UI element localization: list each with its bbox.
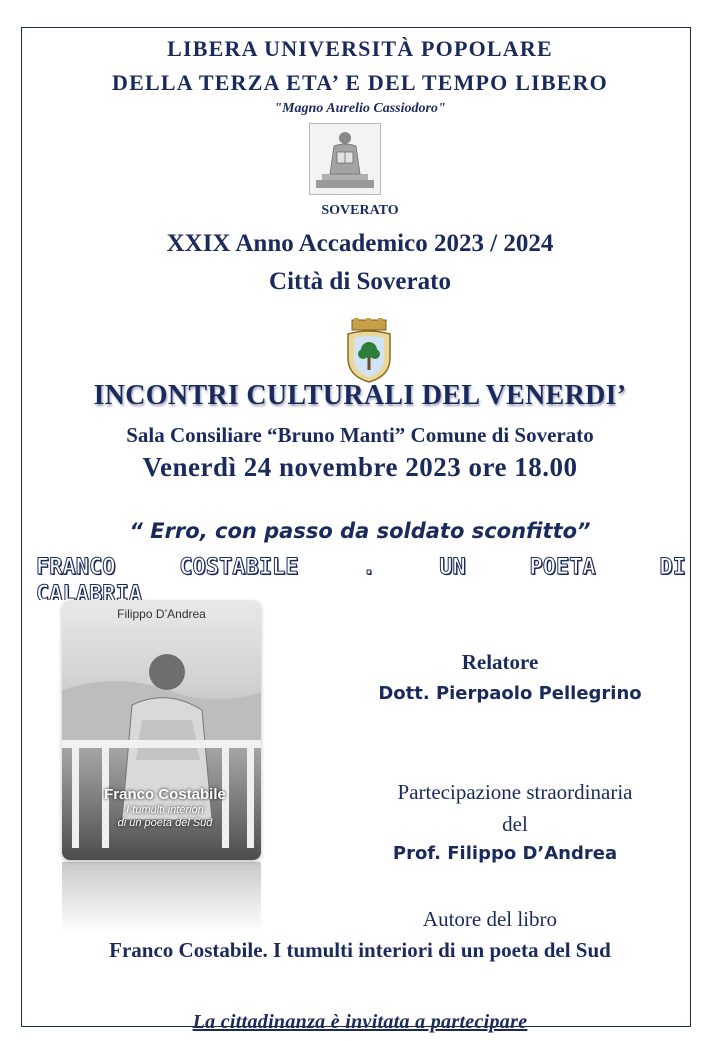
headline-word: . (362, 555, 376, 580)
event-datetime: Venerdì 24 novembre 2023 ore 18.00 (142, 452, 578, 482)
book-title: Franco Costabile (104, 786, 226, 803)
university-name-line2: DELLA TERZA ETA’ E DEL TEMPO LIBERO (112, 70, 608, 95)
book-reflection (62, 862, 261, 932)
soverato-coat-of-arms-icon (340, 318, 398, 384)
headline-cut-word: CALABRIA (36, 582, 142, 600)
headline-word: COSTABILE (179, 555, 299, 580)
book-subtitle-2: di un poeta del Sud (117, 817, 213, 829)
headline-word: POETA (529, 555, 596, 580)
city-name: Città di Soverato (269, 268, 451, 295)
university-subtitle: "Magno Aurelio Cassiodoro" (274, 101, 446, 116)
event-series-title: INCONTRI CULTURALI DEL VENERDI’ (93, 380, 627, 411)
headline-cut-wrap (36, 582, 196, 600)
book-cover (62, 600, 261, 860)
speaker-label: Relatore (461, 650, 539, 674)
event-venue: Sala Consiliare “Bruno Manti” Comune di Soverato (126, 423, 594, 447)
event-headline (36, 555, 686, 580)
invitation-note: La cittadinanza è invitata a partecipare (192, 1011, 528, 1033)
speaker-name: Dott. Pierpaolo Pellegrino (378, 683, 642, 704)
soverato-label: SOVERATO (321, 203, 399, 218)
book-full-title: Franco Costabile. I tumulti interiori di un poeta del Sud (109, 938, 611, 962)
event-quote: “ Erro, con passo da soldato sconfitto” (129, 519, 591, 543)
author-label: Autore del libro (422, 907, 558, 931)
book-author: Filippo D’Andrea (117, 607, 206, 621)
guest-label: Partecipazione straordinaria (397, 780, 633, 804)
university-name-line1: LIBERA UNIVERSITÀ POPOLARE (167, 36, 553, 61)
academic-year: XXIX Anno Accademico 2023 / 2024 (166, 230, 554, 257)
guest-name: Prof. Filippo D’Andrea (392, 843, 618, 864)
guest-del: del (502, 812, 528, 836)
cassiodoro-statue-icon (309, 123, 381, 195)
headline-word: DI (659, 555, 686, 580)
headline-word: FRANCO (36, 555, 116, 580)
book-subtitle-1: I tumulti interiori (126, 804, 204, 816)
headline-word: UN (439, 555, 466, 580)
